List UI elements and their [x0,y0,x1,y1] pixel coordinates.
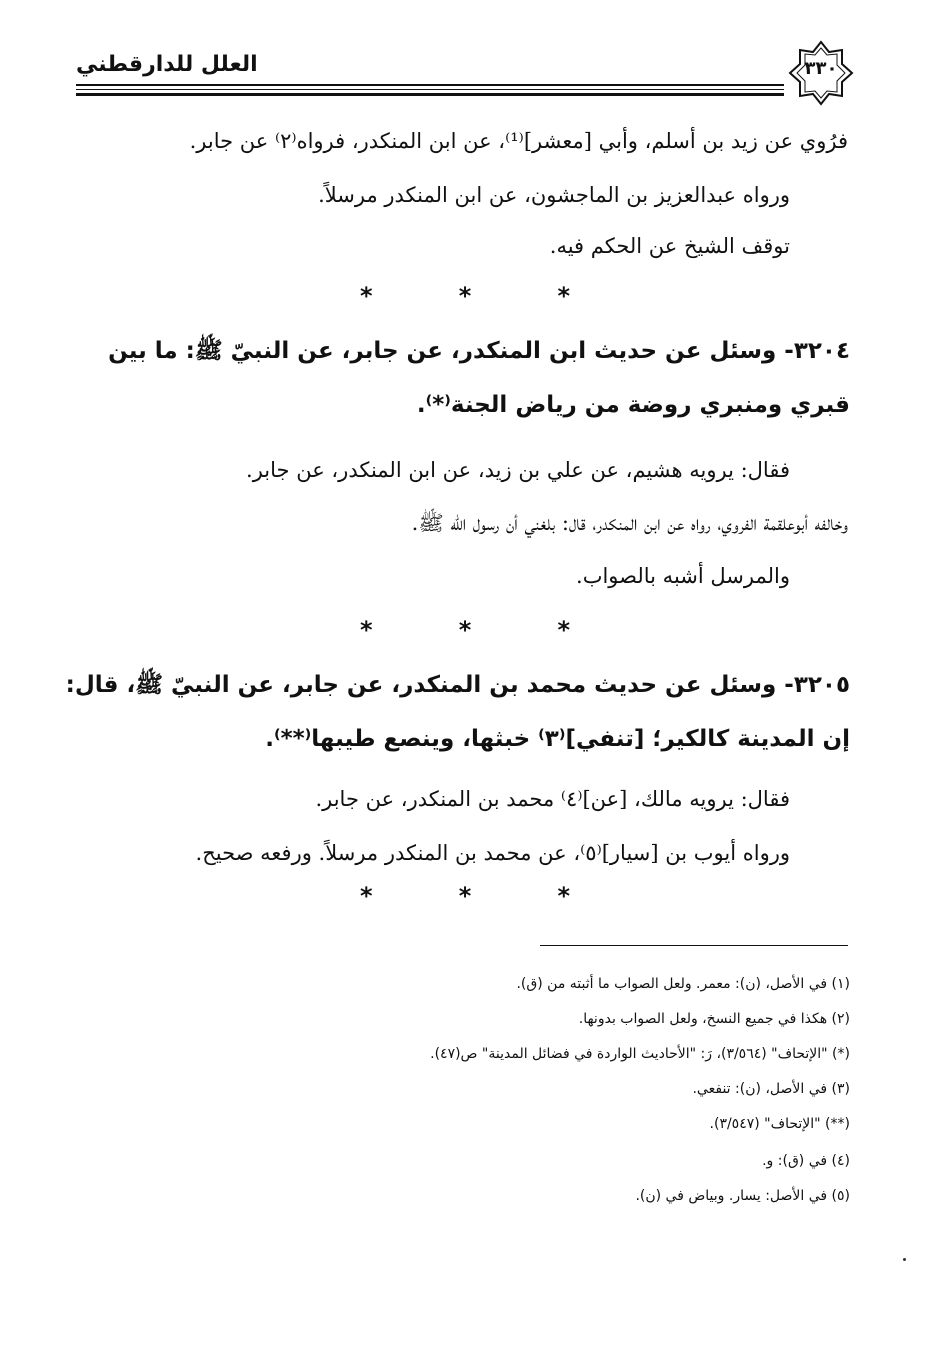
header-rule [76,93,784,96]
question-3204-heading: قبري ومنبري روضة من رياض الجنة⁽*⁾. [416,392,850,418]
separator-star: * [458,616,472,644]
footnote-divider [540,945,848,946]
section-separator [360,282,570,310]
answer-line: فقال: يرويه مالك، [عن]⁽٤⁾ محمد بن المنكدر، عن جابر. [315,787,790,811]
page-header [76,40,854,106]
scan-speck [903,1258,906,1261]
question-3204-heading: ٣٢٠٤- وسئل عن حديث ابن المنكدر، عن جابر، عن النبيّ ﷺ: ما بين [108,338,850,364]
section-separator [360,616,570,644]
text-line: فرُوي عن زيد بن أسلم، وأبي [معشر]⁽¹⁾، عن ابن المنكدر، فرواه⁽٢⁾ عن جابر. [189,129,848,153]
question-3205-heading: ٣٢٠٥- وسئل عن حديث محمد بن المنكدر، عن جابر، عن النبيّ ﷺ، قال: [65,672,850,698]
answer-line: وخالفه أبوعلقمة الفروي، رواه عن ابن المنكدر، قال: بلغني أن رسول الله ﷺ. [411,511,848,535]
text-line: توقف الشيخ عن الحكم فيه. [549,234,790,258]
question-3205-heading: إن المدينة كالكير؛ [تنفي]⁽٣⁾ خبثها، وينصع طيبها⁽**⁾. [265,726,850,752]
answer-line: ورواه أيوب بن [سيار]⁽٥⁾، عن محمد بن المنكدر مرسلاً. ورفعه صحيح. [195,841,790,865]
footnote: (**) "الإتحاف" (٣/٥٤٧). [709,1116,850,1132]
separator-star: * [557,282,570,310]
footnote: (٣) في الأصل، (ن): تنفعي. [692,1081,850,1097]
header-rule [76,84,784,86]
section-separator [360,882,570,910]
footnote: (١) في الأصل، (ن): معمر. ولعل الصواب ما أثبته من (ق). [516,976,850,992]
footnote: (٢) هكذا في جميع النسخ، ولعل الصواب بدونها. [578,1011,850,1027]
separator-star: * [360,282,373,310]
header-rule [76,89,784,90]
page-number: ٣٣٠ [804,58,838,79]
separator-star: * [557,616,570,644]
footnote: (٥) في الأصل: يسار. وبياض في (ن). [635,1188,850,1204]
separator-star: * [360,616,373,644]
answer-line: والمرسل أشبه بالصواب. [576,564,790,588]
separator-star: * [458,882,472,910]
separator-star: * [360,882,373,910]
answer-line: فقال: يرويه هشيم، عن علي بن زيد، عن ابن المنكدر، عن جابر. [246,458,790,482]
separator-star: * [557,882,570,910]
separator-star: * [458,282,472,310]
text-line: ورواه عبدالعزيز بن الماجشون، عن ابن المنكدر مرسلاً. [318,183,790,207]
footnote: (٤) في (ق): و. [762,1153,850,1169]
running-title: العلل للدارقطني [76,52,258,77]
footnote: (*) "الإتحاف" (٣/٥٦٤)، رَ: "الأحاديث الواردة في فضائل المدينة" ص(٤٧). [430,1046,850,1062]
